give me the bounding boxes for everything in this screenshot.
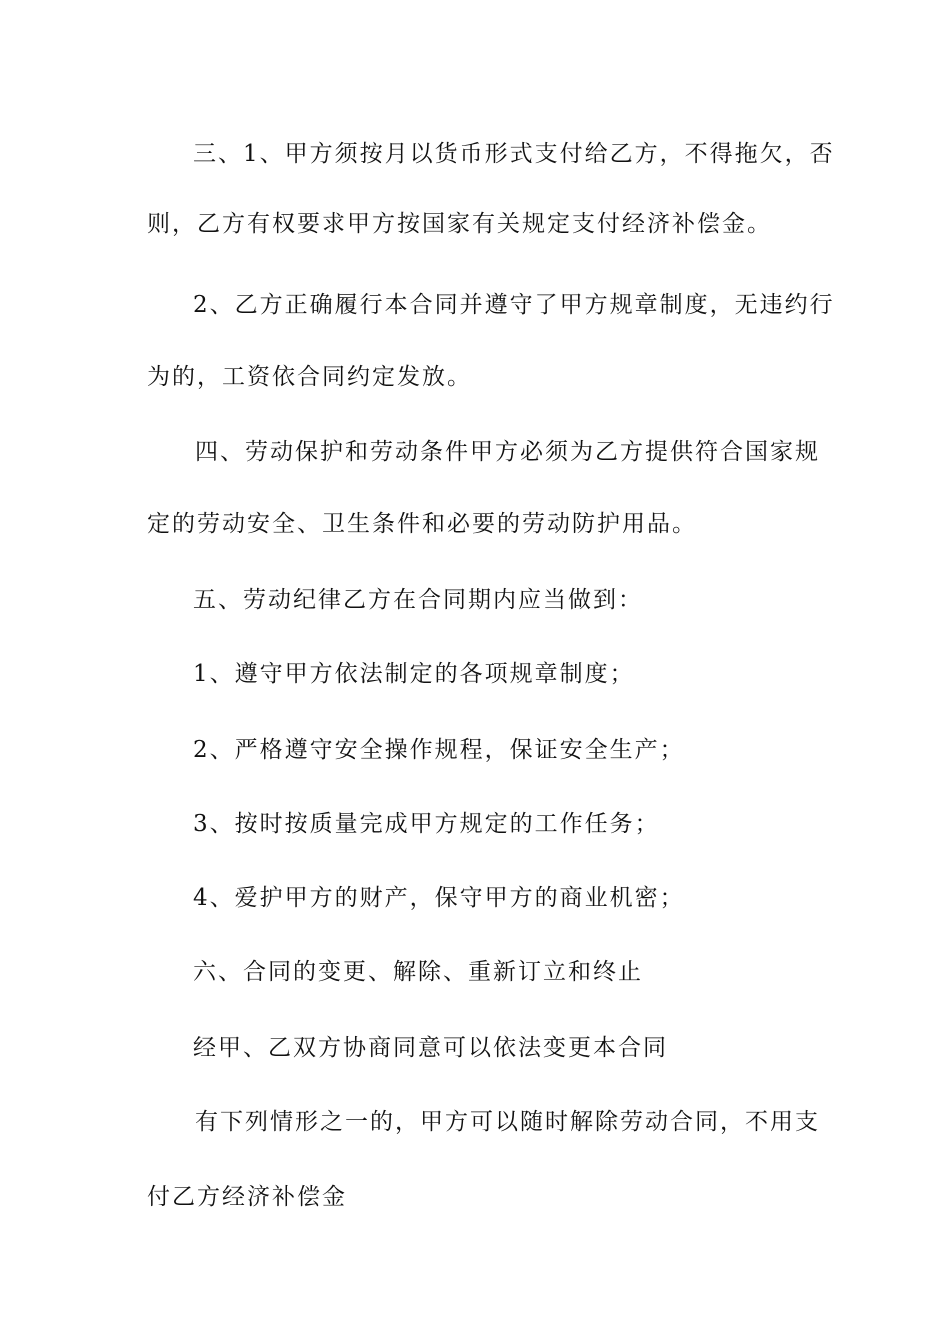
paragraph-line-7: 五、劳动纪律乙方在合同期内应当做到：	[193, 587, 643, 613]
paragraph-line-5: 四、劳动保护和劳动条件甲方必须为乙方提供符合国家规	[195, 439, 820, 465]
paragraph-line-10: 3、按时按质量完成甲方规定的工作任务；	[193, 811, 660, 837]
paragraph-line-3: 2、乙方正确履行本合同并遵守了甲方规章制度，无违约行	[193, 292, 835, 318]
paragraph-line-2: 则，乙方有权要求甲方按国家有关规定支付经济补偿金。	[147, 211, 772, 237]
paragraph-line-15: 付乙方经济补偿金	[147, 1184, 347, 1210]
paragraph-line-13: 经甲、乙双方协商同意可以依法变更本合同	[193, 1035, 668, 1061]
paragraph-line-11: 4、爱护甲方的财产，保守甲方的商业机密；	[193, 885, 685, 911]
paragraph-line-4: 为的，工资依合同约定发放。	[147, 364, 472, 390]
paragraph-line-12: 六、合同的变更、解除、重新订立和终止	[193, 959, 643, 985]
paragraph-line-6: 定的劳动安全、卫生条件和必要的劳动防护用品。	[147, 511, 697, 537]
paragraph-line-8: 1、遵守甲方依法制定的各项规章制度；	[193, 661, 635, 687]
paragraph-line-14: 有下列情形之一的，甲方可以随时解除劳动合同，不用支	[195, 1109, 820, 1135]
paragraph-line-9: 2、严格遵守安全操作规程，保证安全生产；	[193, 737, 685, 763]
paragraph-line-1: 三、1、甲方须按月以货币形式支付给乙方，不得拖欠，否	[193, 141, 835, 167]
